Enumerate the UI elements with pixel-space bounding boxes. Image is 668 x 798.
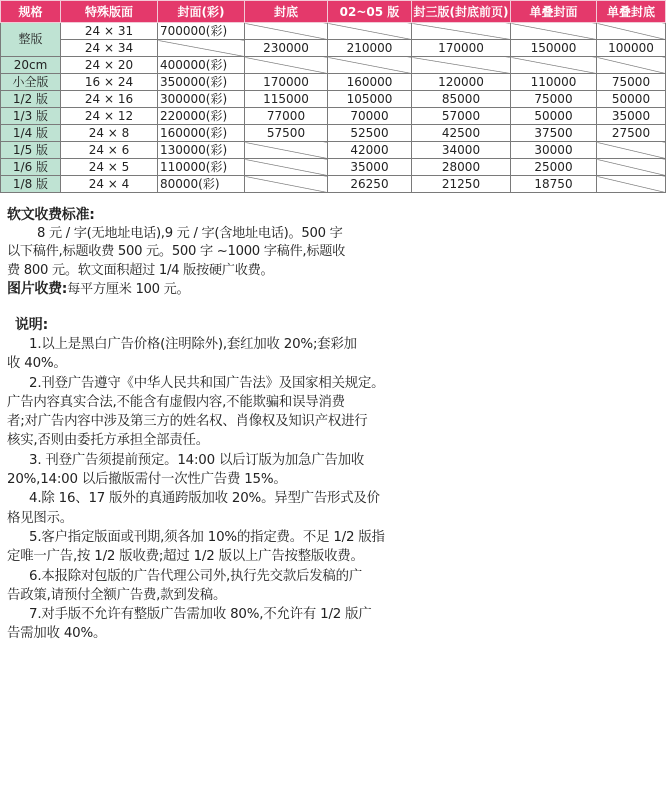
spec-cell: 1/4 版	[1, 125, 61, 142]
price-cell: 350000(彩)	[158, 74, 245, 91]
price-cell: 80000(彩)	[158, 176, 245, 193]
empty-price-cell	[245, 23, 328, 40]
note-line: 告政策,请预付全额广告费,款到发稿。	[7, 587, 227, 603]
price-cell: 35000	[328, 159, 412, 176]
price-cell: 120000	[412, 74, 511, 91]
size-cell: 24 × 31	[61, 23, 158, 40]
soft-article-section	[7, 206, 397, 300]
size-cell: 24 × 6	[61, 142, 158, 159]
price-cell: 28000	[412, 159, 511, 176]
size-cell: 24 × 20	[61, 57, 158, 74]
price-cell: 700000(彩)	[158, 23, 245, 40]
price-cell: 57500	[245, 125, 328, 142]
size-cell: 24 × 8	[61, 125, 158, 142]
price-cell: 21250	[412, 176, 511, 193]
size-cell: 24 × 5	[61, 159, 158, 176]
price-cell: 300000(彩)	[158, 91, 245, 108]
table-row	[1, 40, 666, 57]
empty-price-cell	[597, 176, 666, 193]
empty-price-cell	[328, 57, 412, 74]
col-header-single-back: 单叠封底	[597, 1, 666, 23]
empty-price-cell	[597, 57, 666, 74]
price-cell: 110000	[511, 74, 597, 91]
empty-price-cell	[245, 57, 328, 74]
price-cell: 37500	[511, 125, 597, 142]
price-cell: 105000	[328, 91, 412, 108]
price-cell: 35000	[597, 108, 666, 125]
note-line: 20%,14:00 以后撤版需付一次性广告费 15%。	[7, 472, 287, 488]
note-line: 1.以上是黑白广告价格(注明除外),套红加收 20%;套彩加	[29, 337, 357, 352]
price-cell: 170000	[245, 74, 328, 91]
note-line: 广告内容真实合法,不能含有虚假内容,不能欺骗和误导消费	[7, 394, 345, 410]
spec-cell: 1/5 版	[1, 142, 61, 159]
price-cell: 210000	[328, 40, 412, 57]
col-header-special: 特殊版面	[61, 1, 158, 23]
empty-price-cell	[412, 23, 511, 40]
price-cell: 42000	[328, 142, 412, 159]
price-cell: 160000	[328, 74, 412, 91]
price-cell: 70000	[328, 108, 412, 125]
soft-article-line: 8 元 / 字(无地址电话),9 元 / 字(含地址电话)。500 字	[37, 225, 343, 241]
spec-cell: 1/2 版	[1, 91, 61, 108]
table-row	[1, 108, 666, 125]
note-line: 收 40%。	[7, 356, 67, 372]
empty-price-cell	[511, 57, 597, 74]
notes-section	[7, 315, 447, 644]
price-cell: 34000	[412, 142, 511, 159]
price-cell: 75000	[597, 74, 666, 91]
price-cell: 50000	[597, 91, 666, 108]
size-cell: 24 × 4	[61, 176, 158, 193]
table-row	[1, 57, 666, 74]
price-cell: 18750	[511, 176, 597, 193]
price-cell: 77000	[245, 108, 328, 125]
col-header-p3: 封三版(封底前页)	[412, 1, 511, 23]
price-cell: 220000(彩)	[158, 108, 245, 125]
soft-article-line: 费 800 元。软文面积超过 1/4 版按硬广收费。	[7, 262, 274, 278]
photo-fee-line	[7, 280, 397, 300]
price-cell: 160000(彩)	[158, 125, 245, 142]
empty-price-cell	[597, 159, 666, 176]
empty-price-cell	[511, 23, 597, 40]
table-header-row	[1, 1, 666, 23]
col-header-p02-05: 02~05 版	[328, 1, 412, 23]
spec-cell: 20cm	[1, 57, 61, 74]
empty-price-cell	[245, 142, 328, 159]
table-row	[1, 91, 666, 108]
note-line: 格见图示。	[7, 510, 73, 526]
price-cell: 26250	[328, 176, 412, 193]
note-line: 2.刊登广告遵守《中华人民共和国广告法》及国家相关规定。	[29, 375, 385, 391]
photo-fee-title: 图片收费:	[7, 281, 68, 298]
note-line: 3. 刊登广告须提前预定。14:00 以后订版为加急广告加收	[29, 452, 365, 468]
size-cell: 16 × 24	[61, 74, 158, 91]
photo-fee-text: 每平方厘米 100 元。	[67, 282, 190, 298]
table-row	[1, 125, 666, 142]
note-line: 核实,否则由委托方承担全部责任。	[7, 433, 209, 449]
soft-article-title: 软文收费标准:	[7, 207, 95, 223]
price-cell: 110000(彩)	[158, 159, 245, 176]
price-cell: 25000	[511, 159, 597, 176]
empty-price-cell	[597, 23, 666, 40]
table-row	[1, 23, 666, 40]
price-table	[0, 0, 666, 193]
empty-price-cell	[597, 142, 666, 159]
spec-cell: 整版	[1, 23, 61, 57]
table-row	[1, 142, 666, 159]
price-cell: 52500	[328, 125, 412, 142]
note-line: 4.除 16、17 版外的真通跨版加收 20%。异型广告形式及价	[29, 491, 380, 507]
empty-price-cell	[328, 23, 412, 40]
price-cell: 57000	[412, 108, 511, 125]
col-header-back: 封底	[245, 1, 328, 23]
price-cell: 400000(彩)	[158, 57, 245, 74]
price-cell: 170000	[412, 40, 511, 57]
price-cell: 85000	[412, 91, 511, 108]
notes-title: 说明:	[15, 317, 48, 333]
note-line: 6.本报除对包版的广告代理公司外,执行先交款后发稿的广	[29, 568, 363, 584]
size-cell: 24 × 34	[61, 40, 158, 57]
empty-price-cell	[245, 159, 328, 176]
price-cell: 75000	[511, 91, 597, 108]
col-header-cover: 封面(彩)	[158, 1, 245, 23]
size-cell: 24 × 16	[61, 91, 158, 108]
soft-article-line: 以下稿件,标题收费 500 元。500 字 ~1000 字稿件,标题收	[7, 244, 345, 260]
price-cell: 115000	[245, 91, 328, 108]
note-line: 7.对手版不允许有整版广告需加收 80%,不允许有 1/2 版广	[29, 607, 372, 623]
price-cell: 50000	[511, 108, 597, 125]
spec-cell: 1/6 版	[1, 159, 61, 176]
price-cell: 27500	[597, 125, 666, 142]
spec-cell: 小全版	[1, 74, 61, 91]
empty-price-cell	[412, 57, 511, 74]
col-header-single-cover: 单叠封面	[511, 1, 597, 23]
table-row	[1, 159, 666, 176]
spec-cell: 1/8 版	[1, 176, 61, 193]
price-cell: 100000	[597, 40, 666, 57]
price-cell: 42500	[412, 125, 511, 142]
empty-price-cell	[158, 40, 245, 57]
note-line: 告需加收 40%。	[7, 626, 107, 642]
size-cell: 24 × 12	[61, 108, 158, 125]
table-row	[1, 74, 666, 91]
price-cell: 150000	[511, 40, 597, 57]
note-line: 5.客户指定版面或刊期,须各加 10%的指定费。不足 1/2 版指	[29, 529, 385, 545]
table-row	[1, 176, 666, 193]
price-cell: 130000(彩)	[158, 142, 245, 159]
spec-cell: 1/3 版	[1, 108, 61, 125]
note-line: 者;对广告内容中涉及第三方的姓名权、肖像权及知识产权进行	[7, 414, 368, 430]
empty-price-cell	[245, 176, 328, 193]
col-header-spec: 规格	[1, 1, 61, 23]
note-line: 定唯一广告,按 1/2 版收费;超过 1/2 版以上广告按整版收费。	[7, 549, 364, 565]
price-cell: 30000	[511, 142, 597, 159]
price-cell: 230000	[245, 40, 328, 57]
